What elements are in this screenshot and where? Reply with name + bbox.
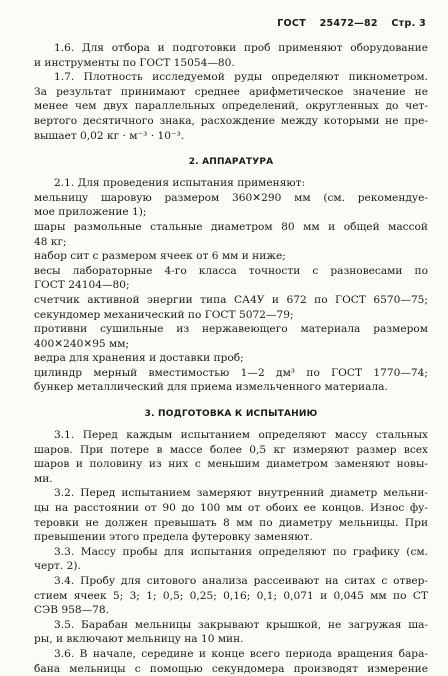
- text-line: секундомер механический по ГОСТ 5072—79;: [34, 308, 294, 321]
- text-line: весы лабораторные 4-го класса точности с разновесами по: [34, 264, 428, 277]
- section-3-title: 3. ПОДГОТОВКА К ИСПЫТАНИЮ: [144, 409, 318, 420]
- text-line: бана мельницы с помощью секундомера производят измерение: [34, 662, 428, 675]
- text-line: счетчик активной энергии типа СА4У и 672 по ГОСТ 6570—75;: [34, 293, 428, 306]
- paragraph-3-3: [34, 545, 428, 574]
- header-number: 25472—82: [319, 18, 378, 29]
- text-line: мельницу шаровую размером 360✕290 мм (см. рекомендуе-: [34, 191, 428, 204]
- text-line: ведра для хранения и доставки проб;: [34, 352, 244, 365]
- text-line: черт. 2).: [34, 560, 81, 573]
- text-line: СЭВ 958—78.: [34, 604, 110, 617]
- paragraph-3-1: [34, 428, 428, 486]
- text-line: и инструменты по ГОСТ 15054—80.: [34, 56, 235, 69]
- text-line: цы на расстоянии от 90 до 100 мм от обоих ее концов. Износ фу-: [34, 502, 428, 515]
- text-line: превышении этого предела футеровку заменяют.: [34, 531, 313, 544]
- text-line: 3.2. Перед испытанием замеряют внутренний диаметр мельни-: [54, 487, 428, 500]
- text-line: менее чем двух параллельных определений, округленных до чет-: [34, 100, 428, 113]
- paragraph-1-6: [34, 41, 428, 70]
- text-line: 3.6. В начале, середине и конце всего периода вращения бара-: [54, 647, 428, 660]
- text-line: 3.1. Перед каждым испытанием определяют массу стальных: [54, 429, 428, 442]
- text-line: теровки не должен превышать 8 мм по диаметру мельницы. При: [34, 516, 428, 529]
- text-line: шаров и половину из них с меньшим диаметром заменяют новы-: [34, 458, 428, 471]
- text-line: ГОСТ 24104—80;: [34, 279, 130, 292]
- section-2-title: 2. АППАРАТУРА: [188, 157, 274, 168]
- paragraph-3-6: [34, 647, 428, 676]
- text-line: мое приложение 1);: [34, 206, 147, 219]
- text-line: 3.3. Массу пробы для испытания определяют по графику (см.: [54, 545, 428, 558]
- header-page: Стр. 3: [391, 18, 426, 29]
- paragraph-3-5: [34, 618, 428, 647]
- paragraph-2-1: [34, 176, 428, 395]
- text-line: набор сит с размером ячеек от 6 мм и ниже;: [34, 250, 286, 263]
- text-line: шары размольные стальные диаметром 80 мм и общей массой: [34, 220, 428, 233]
- text-line: шаров. При потере в массе более 0,5 кг измеряют размер всех: [34, 443, 428, 456]
- text-line: противни сушильные из нержавеющего материала размером: [34, 323, 428, 336]
- text-line: бункер металлический для приема измельченного материала.: [34, 381, 388, 394]
- text-line: 3.4. Пробу для ситового анализа рассеивают на ситах с отвер-: [54, 575, 428, 587]
- paragraph-1-7: [34, 70, 428, 143]
- text-line: За результат принимают среднее арифметическое значение не: [34, 85, 428, 98]
- text-line: цилиндр мерный вместимостью 1—2 дм³ по ГОСТ 1770—74;: [34, 366, 428, 379]
- text-line: вышает 0,02 кг · м⁻³ · 10⁻³.: [34, 129, 185, 142]
- text-line: ры, и включают мельницу на 10 мин.: [34, 633, 244, 646]
- text-line: стием ячеек 5; 3; 1; 0,5; 0,25; 0,16; 0,1; 0,071 и 0,045 мм по СТ: [34, 589, 428, 602]
- text-line: 1.6. Для отбора и подготовки проб применяют оборудование: [54, 42, 428, 54]
- text-line: 48 кг;: [34, 235, 67, 248]
- text-line: 1.7. Плотность исследуемой руды определяют пикнометром.: [54, 71, 428, 84]
- text-line: вертого десятичного знака, расхождение между которыми не пре-: [34, 114, 428, 127]
- text-line: 3.5. Барабан мельницы закрывают крышкой, не загружая ша-: [54, 618, 428, 631]
- text-line: 2.1. Для проведения испытания применяют:: [54, 177, 306, 190]
- paragraph-3-2: [34, 486, 428, 544]
- text-line: ми.: [34, 472, 53, 485]
- page-header: [34, 18, 428, 29]
- paragraph-3-4: [34, 574, 428, 618]
- text-line: 400✕240✕95 мм;: [34, 337, 130, 350]
- header-gost: ГОСТ: [277, 18, 306, 29]
